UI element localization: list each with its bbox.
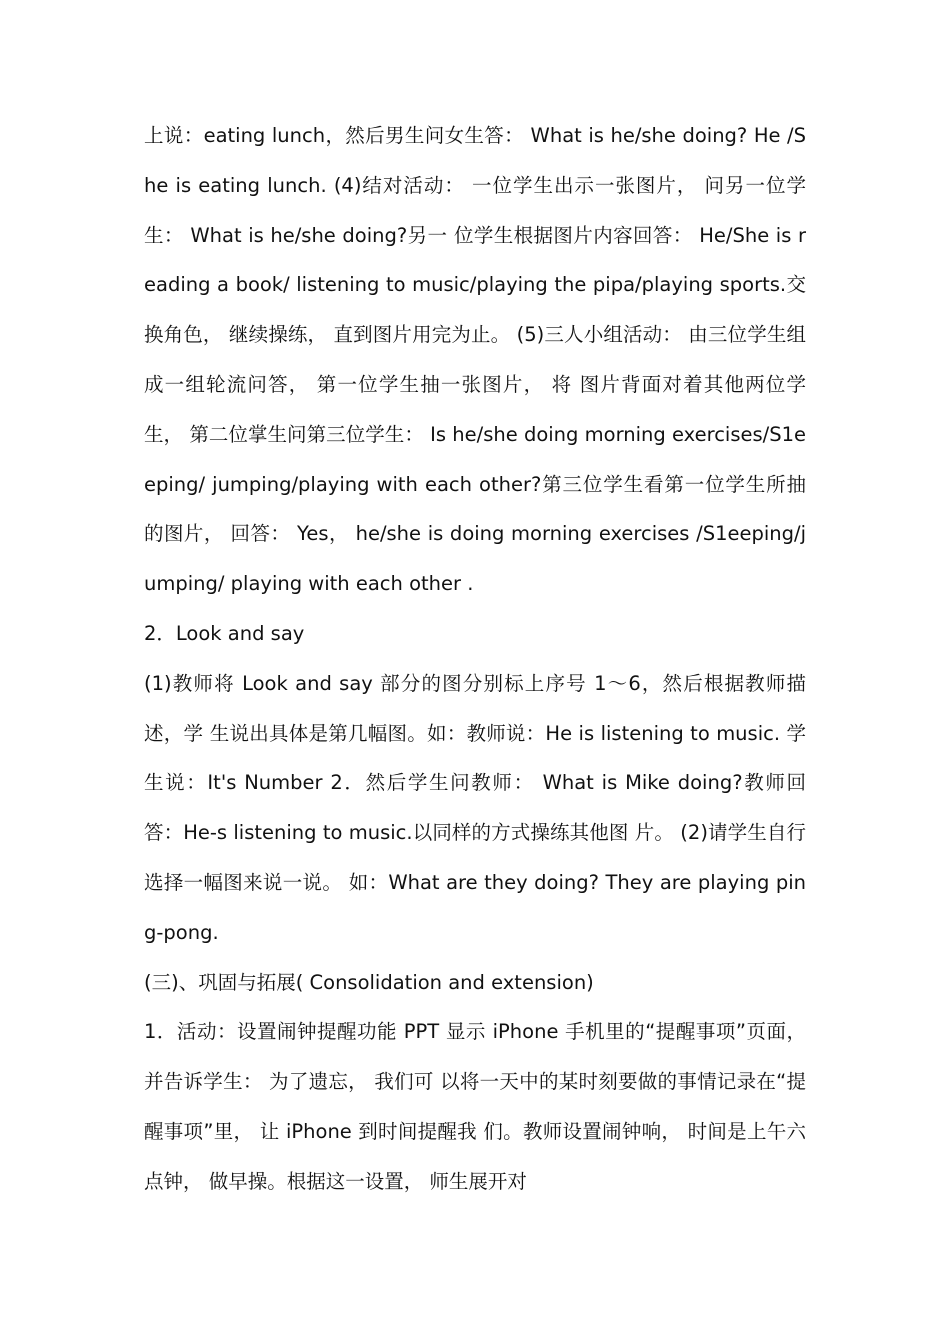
- section-heading-consolidation: (三)、巩固与拓展( Consolidation and extension): [144, 970, 594, 994]
- paragraph-look-and-say: (1)教师将 Look and say 部分的图分别标上序号 1～6，然后根据教师描述，学 生说出具体是第几幅图。如：教师说：He is listening to music. 学生说：It's Number 2．然后学生问教师： What is Mike doing?教师回答：He-s listening to music.以同样的方式操练其他图 片。 (2)请学生自行选择一幅图来说一说。 如：What are they doing? They are playing ping-pong.: [144, 671, 806, 944]
- paragraph-alarm-activity: 1．活动：设置闹钟提醒功能 PPT 显示 iPhone 手机里的“提醒事项”页面， 并告诉学生： 为了遗忘， 我们可 以将一天中的某时刻要做的事情记录在“提醒事项”里， 让 iPhone 到时间提醒我 们。教师设置闹钟响， 时间是上午六点钟， 做早操。根据这一设置， 师生展开对: [144, 1020, 806, 1193]
- paragraph-activities: 上说：eating lunch，然后男生问女生答： What is he/she doing? He /She is eating lunch. (4)结对活动： 一位学生出示一张图片， 问另一位学生： What is he/she doing?另一 位学生根据图片内容回答： He/She is reading a book/ listening to music/playing the pipa/playing sports.交换角色， 继续操练， 直到图片用完为止。 (5)三人小组活动： 由三位学生组成一组轮流问答， 第一位学生抽一张图片， 将 图片背面对着其他两位学生， 第二位掌生问第三位学生： Is he/she doing morning exercises/S1eeping/ jumping/playing with each other?第三位学生看第一位学生所抽 的图片， 回答： Yes， he/she is doing morning exercises /S1eeping/jumping/ playing with each other .: [144, 124, 806, 596]
- document-page: [144, 111, 806, 1207]
- section-heading-look-and-say: 2．Look and say: [144, 621, 305, 645]
